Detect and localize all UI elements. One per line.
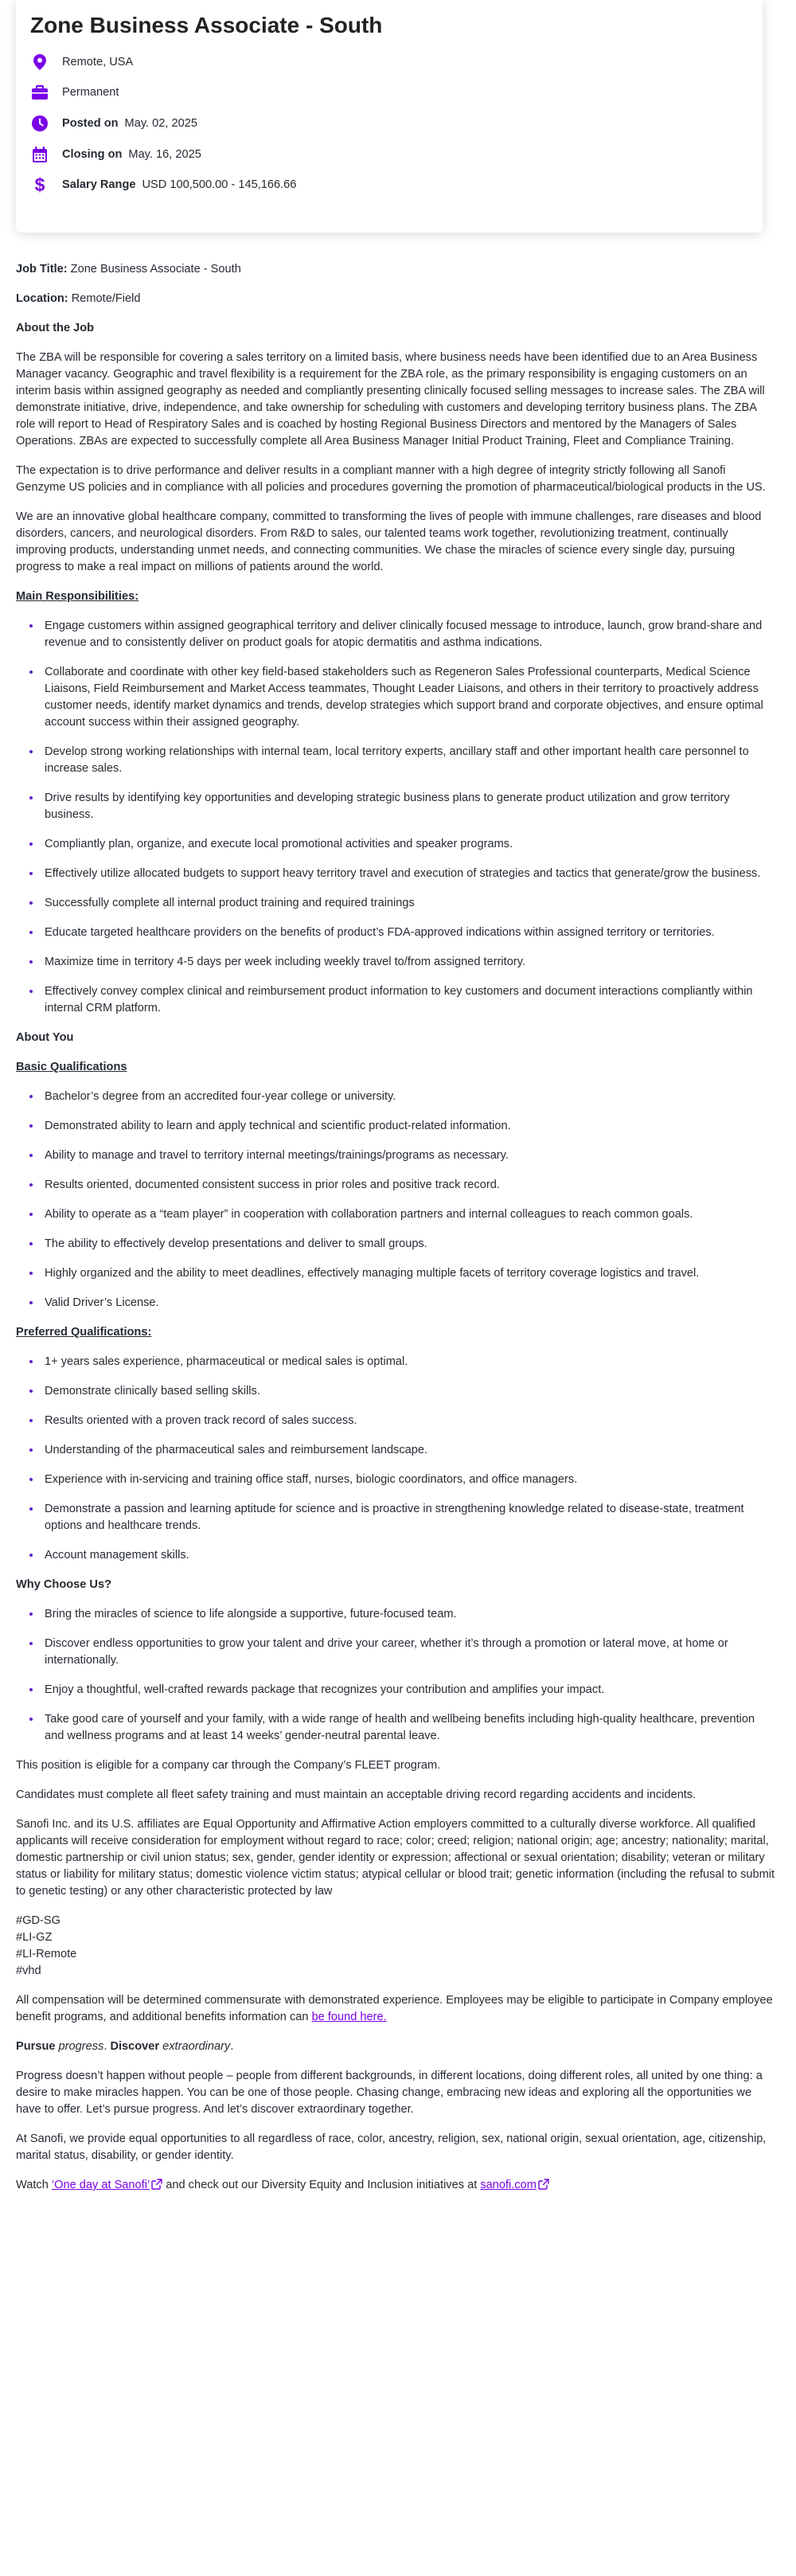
list-item: • Effectively utilize allocated budgets to support heavy territory travel and execution of strategies and tactics that generate/grow the business.	[41, 866, 776, 882]
expectation-paragraph: The expectation is to drive performance and deliver results in a compliant manner with a high degree of integrity strictly following all Sanofi Genzyme US policies and in compliance with all policies and procedures governing the promotion of pharmaceutical/biological products in the US.	[16, 464, 766, 494]
job-title-label: Job Title:	[16, 263, 68, 276]
list-item: • Educate targeted healthcare providers on the benefits of product’s FDA-approved indications within assigned territory or territories.	[41, 924, 776, 941]
clock-icon	[30, 114, 49, 133]
job-description	[16, 261, 776, 2208]
pursue-word: Pursue	[16, 2040, 56, 2053]
location-value: Remote, USA	[62, 56, 134, 68]
list-item: • Compliantly plan, organize, and execute local promotional activities and speaker programs.	[41, 836, 776, 853]
list-item: • Engage customers within assigned geographical territory and deliver clinically focused message to introduce, launch, grow brand-share and revenue and to consistently deliver on product goals for atopic dermatitis and asthma indications.	[41, 618, 776, 651]
list-item: • Understanding of the pharmaceutical sales and reimbursement landscape.	[41, 1442, 776, 1459]
list-item: • Experience with in-servicing and training office staff, nurses, biologic coordinators, and office managers.	[41, 1472, 776, 1488]
location-label: Location:	[16, 292, 68, 305]
dollar-icon	[30, 175, 49, 194]
list-item: • 1+ years sales experience, pharmaceutical or medical sales is optimal.	[41, 1354, 776, 1370]
list-item: • Effectively convey complex clinical and reimbursement product information to key customers and document interactions compliantly within internal CRM platform.	[41, 983, 776, 1017]
equal-opportunity-paragraph: At Sanofi, we provide equal opportunities to all regardless of race, color, ancestry, religion, sex, national origin, sexual orientation, age, citizenship, marital status, disability, or gender identity.	[16, 2132, 767, 2162]
job-header-card	[16, 0, 763, 233]
hashtag: #GD-SG	[16, 1914, 60, 1927]
tagline-separator: .	[103, 2040, 111, 2053]
sanofi-site-link[interactable]	[480, 2179, 549, 2191]
about-job-paragraph: The ZBA will be responsible for covering a sales territory on a limited basis, where business needs have been identified due to an Area Business Manager vacancy. Geographic and travel flexibility is a requirement for the ZBA role, as the primary responsibility is engaging customers on an interim basis within assigned geography as needed and compliantly presenting clinically focused selling messages to increase sales. The ZBA will demonstrate initiative, drive, independence, and take ownership for scheduling with customers and developing territory business plans. The ZBA role will report to Head of Respiratory Sales and is coached by hosting Regional Business Directors and mentored by the Managers of Sales Operations. ZBAs are expected to successfully complete all Area Business Manager Initial Product Training, Fleet and Compliance Training.	[16, 351, 765, 448]
list-item: • Collaborate and coordinate with other key field-based stakeholders such as Regeneron Sales Professional counterparts, Medical Science Liaisons, Field Reimbursement and Market Access teammates, Thought Leader Liaisons, and others in their territory to proactively address customer needs, identify market dynamics and trends, develop strategies which support brand and corporate objectives, and ensure optimal account success within their assigned geography.	[41, 664, 776, 731]
watch-text: Watch	[16, 2179, 52, 2191]
fleet-safety-paragraph: Candidates must complete all fleet safety training and must maintain an acceptable driving record regarding accidents and incidents.	[16, 1788, 696, 1801]
job-title-value: Zone Business Associate - South	[67, 263, 241, 276]
about-job-heading: About the Job	[16, 322, 95, 334]
closing-label: Closing on	[62, 148, 123, 161]
external-link-icon	[151, 2179, 162, 2195]
pursue-tagline	[16, 2039, 776, 2055]
list-item: • Discover endless opportunities to grow your talent and drive your career, whether it’s through a promotion or lateral move, at home or internationally.	[41, 1636, 776, 1669]
about-you-heading: About You	[16, 1031, 74, 1044]
list-item: • Successfully complete all internal product training and required trainings	[41, 895, 776, 912]
external-link-icon	[538, 2179, 549, 2195]
one-day-link-text: ‘One day at Sanofi’	[51, 2179, 150, 2191]
calendar-icon	[30, 145, 49, 164]
sanofi-link-text: sanofi.com	[480, 2179, 537, 2191]
closing-row	[30, 143, 201, 166]
benefits-link[interactable]: be found here.	[311, 2011, 387, 2023]
list-item: • Demonstrate clinically based selling skills.	[41, 1383, 776, 1400]
list-item: • Valid Driver’s License.	[41, 1295, 776, 1311]
dei-text: and check out our Diversity Equity and Inclusion initiatives at	[162, 2179, 481, 2191]
responsibilities-heading: Main Responsibilities:	[16, 590, 139, 603]
compensation-paragraph	[16, 1992, 776, 2026]
progress-paragraph: Progress doesn’t happen without people – people from different backgrounds, in different locations, doing different roles, all united by one thing: a desire to make miracles happen. You can be one of those people. Chasing change, embracing new ideas and exploring all the opportunities we have to offer. Let’s pursue progress. And let’s discover extraordinary together.	[16, 2070, 763, 2116]
hashtag-list	[16, 1913, 776, 1980]
salary-value: USD 100,500.00 - 145,166.66	[142, 178, 297, 191]
discover-word: Discover	[110, 2040, 160, 2053]
tagline-end: .	[230, 2040, 234, 2053]
list-item: • Bachelor’s degree from an accredited four-year college or university.	[41, 1089, 776, 1105]
preferred-qualifications-list	[16, 1354, 776, 1564]
posted-value: May. 02, 2025	[124, 117, 197, 130]
list-item: • Maximize time in territory 4-5 days per week including weekly travel to/from assigned territory.	[41, 954, 776, 971]
list-item: • Demonstrate a passion and learning aptitude for science and is proactive in strengthening knowledge related to disease-state, treatment options and healthcare trends.	[41, 1501, 776, 1534]
posted-label: Posted on	[62, 117, 119, 130]
location-line	[16, 291, 776, 307]
job-title: Zone Business Associate - South	[30, 13, 383, 37]
list-item: • Drive results by identifying key opportunities and developing strategic business plans to generate product utilization and grow territory business.	[41, 790, 776, 823]
extraordinary-word: extraordinary	[159, 2040, 231, 2053]
hashtag: #LI-GZ	[16, 1931, 53, 1944]
list-item: • Develop strong working relationships with internal team, local territory experts, ancillary staff and other important health care personnel to increase sales.	[41, 744, 776, 777]
salary-label: Salary Range	[62, 178, 136, 191]
fleet-paragraph: This position is eligible for a company car through the Company’s FLEET program.	[16, 1759, 441, 1772]
list-item: • Take good care of yourself and your family, with a wide range of health and wellbeing benefits including high-quality healthcare, prevention and wellness programs and at least 14 weeks’ gender-neutral parental leave.	[41, 1711, 776, 1745]
list-item: • Account management skills.	[41, 1547, 776, 1564]
list-item: • Bring the miracles of science to life alongside a supportive, future-focused team.	[41, 1606, 776, 1623]
compensation-text: All compensation will be determined commensurate with demonstrated experience. Employees may be eligible to participate in Company employee benefit programs, and additional benefits information can	[16, 1994, 773, 2023]
location-value-text: Remote/Field	[68, 292, 141, 305]
job-title-line	[16, 261, 776, 278]
hashtag: #LI-Remote	[16, 1948, 77, 1960]
why-choose-us-list	[16, 1606, 776, 1745]
salary-row	[30, 173, 296, 197]
company-paragraph: We are an innovative global healthcare company, committed to transforming the lives of people with immune challenges, rare diseases and blood disorders, cancers, and neurological disorders. From R&D to sales, our talented teams work together, revolutionizing treatment, continually improving products, understanding unmet needs, and connecting communities. We chase the miracles of science every single day, pursuing progress to make a real impact on millions of patients around the world.	[16, 510, 762, 573]
posted-row	[30, 111, 197, 135]
basic-qualifications-heading: Basic Qualifications	[16, 1061, 127, 1073]
list-item: • Highly organized and the ability to meet deadlines, effectively managing multiple facets of territory coverage logistics and travel.	[41, 1265, 776, 1282]
responsibilities-list	[16, 618, 776, 1017]
why-choose-us-heading: Why Choose Us?	[16, 1578, 111, 1591]
eeo-paragraph: Sanofi Inc. and its U.S. affiliates are Equal Opportunity and Affirmative Action employers committed to a culturally diverse workforce. All qualified applicants will receive consideration for employment without regard to race; color; creed; religion; national origin; age; ancestry; nationality; marital, domestic partnership or civil union status; sex, gender, gender identity or expression; affectional or sexual orientation; disability; veteran or military status or liability for military status; domestic violence victim status; atypical cellular or blood trait; genetic information (including the refusal to submit to genetic testing) or any other characteristic protected by law	[16, 1818, 775, 1898]
list-item: • Demonstrated ability to learn and apply technical and scientific product-related information.	[41, 1118, 776, 1135]
progress-word: progress	[55, 2040, 104, 2053]
svg-text:$: $	[34, 175, 45, 194]
hashtag: #vhd	[16, 1964, 41, 1977]
list-item: • Enjoy a thoughtful, well-crafted rewards package that recognizes your contribution and amplifies your impact.	[41, 1682, 776, 1698]
list-item: • Results oriented, documented consistent success in prior roles and positive track record.	[41, 1177, 776, 1194]
watch-line	[16, 2177, 776, 2195]
location-row	[30, 50, 133, 74]
basic-qualifications-list	[16, 1089, 776, 1311]
briefcase-icon	[30, 83, 49, 102]
preferred-qualifications-heading: Preferred Qualifications:	[16, 1326, 152, 1339]
closing-value: May. 16, 2025	[128, 148, 201, 161]
list-item: • Ability to operate as a “team player” in cooperation with collaboration partners and internal colleagues to reach common goals.	[41, 1206, 776, 1223]
job-type-row	[30, 80, 119, 104]
location-pin-icon	[30, 53, 49, 72]
list-item: • Ability to manage and travel to territory internal meetings/trainings/programs as necessary.	[41, 1147, 776, 1164]
list-item: • Results oriented with a proven track record of sales success.	[41, 1413, 776, 1429]
list-item: • The ability to effectively develop presentations and deliver to small groups.	[41, 1236, 776, 1253]
one-day-at-sanofi-link[interactable]	[52, 2179, 162, 2191]
job-type-value: Permanent	[62, 86, 119, 99]
